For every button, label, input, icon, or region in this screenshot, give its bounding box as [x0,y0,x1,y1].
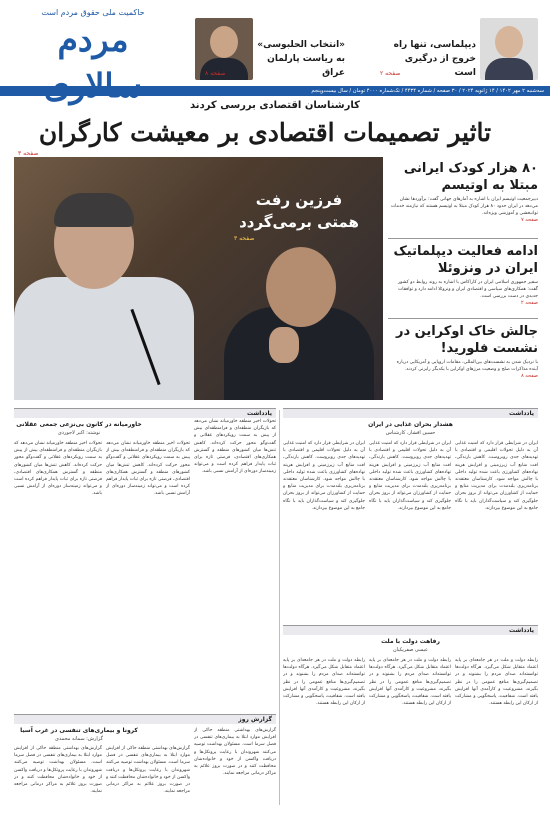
issue-info-bar: سه‌شنبه ۲ مهر ۱۴۰۲ / ۱۴ ژانویه ۲۰۲۴ / ۳۰ صفحه / شماره ۴۴۳۴ / تک‌شماره ۴۰۰۰ تومان / سال بیست‌وپنجم [0,86,550,96]
teaser-right-photo [480,18,538,80]
photo-caption [229,189,369,233]
yaddasht-lower-text-3: رابطه دولت و ملت در هر جامعه‌ای بر پایه اعتماد متقابل شکل می‌گیرد. هرگاه دولت‌ها توانسته‌اند صدای مردم را بشنوند و در تصمیم‌گیری‌ها منافع عمومی را در نظر بگیرند، مشروعیت و کارآمدی آنها افزایش یافته است. شفافیت، پاسخگویی و مشارکت از ارکان این رابطه هستند. [283,658,365,707]
yaddasht-right-text-2: ایران در شرایطی قرار دارد که امنیت غذایی آن به دلیل تحولات اقلیمی و اقتصادی با تهدیدهای جدی روبروست. کاهش بارندگی، افت منابع آب زیرزمینی و افزایش هزینه نهاده‌های کشاورزی باعث شده تولید داخلی با چالش مواجه شود. کارشناسان معتقدند برنامه‌ریزی بلندمدت برای مدیریت منابع و حمایت از کشاورزان می‌تواند از بروز بحران جلوگیری کند و سیاست‌گذاران باید با نگاه جامع به این موضوع بپردازند. [369,441,451,511]
teaser-left[interactable] [195,18,345,80]
yaddasht-left-text-2: تحولات اخیر منطقه خاورمیانه نشان می‌دهد که بازیگران منطقه‌ای و فرامنطقه‌ای بیش از پیش به سمت رویکردهای عقلانی و گفت‌وگو محور حرکت کرده‌اند. کاهش تنش‌ها میان کشورهای منطقه و گسترش همکاری‌های اقتصادی، فرصتی تازه برای ثبات پایدار فراهم کرده است و می‌تواند زمینه‌ساز دوره‌ای از آرامش نسبی باشد. [106,441,190,497]
newspaper-logo[interactable] [12,8,174,88]
teaser-left-ref: صفحه ۸ [205,70,226,77]
main-headline[interactable]: تاثیر تصمیمات اقتصادی بر معیشت کارگران [38,118,492,147]
side-story-ref: صفحه ۷ [521,217,538,223]
column-header-report: گزارش روز [14,714,276,724]
side-story-ukraine[interactable] [388,323,538,379]
headline-kicker: کارشناسان اقتصادی بررسی کردند [190,100,360,111]
side-story-ref: صفحه ۲ [521,300,538,306]
report-title[interactable]: کرونا و بیماری‌های تنفسی در غرب آسیا [20,727,138,734]
yaddasht-right-text-3: ایران در شرایطی قرار دارد که امنیت غذایی آن به دلیل تحولات اقلیمی و اقتصادی با تهدیدهای جدی روبروست. کاهش بارندگی، افت منابع آب زیرزمینی و افزایش هزینه نهاده‌های کشاورزی باعث شده تولید داخلی با چالش مواجه شود. کارشناسان معتقدند برنامه‌ریزی بلندمدت برای مدیریت منابع و حمایت از کشاورزان می‌تواند از بروز بحران جلوگیری کند و سیاست‌گذاران باید با نگاه جامع به این موضوع بپردازند. [283,441,365,511]
side-story-body: سفیر جمهوری اسلامی ایران در کاراکاس با اشاره به روند روابط دو کشور گفت: همکاری‌های سیاسی و اقتصادی ایران و ونزوئلا ادامه دارد و توافقات جدیدی در دست بررسی است. [397,280,538,299]
photo-caption-line2: همتی برمی‌گردد [239,213,359,231]
yaddasht-left-title[interactable]: خاورمیانه در کانون بی‌نزعی جمعی عقلانی [16,421,142,428]
yaddasht-right-byline: حسین افشار، کارشناس [385,430,436,436]
side-story-title: ادامه فعالیت دیپلماتیک ایران در ونزوئلا [393,244,538,276]
yaddasht-left-text-3: تحولات اخیر منطقه خاورمیانه نشان می‌دهد که بازیگران منطقه‌ای و فرامنطقه‌ای بیش از پیش به سمت رویکردهای عقلانی و گفت‌وگو محور حرکت کرده‌اند. کاهش تنش‌ها میان کشورهای منطقه و گسترش همکاری‌های اقتصادی، فرصتی تازه برای ثبات پایدار فراهم کرده است و می‌تواند زمینه‌ساز دوره‌ای از آرامش نسبی باشد. [14,441,102,497]
teaser-right[interactable] [378,18,538,80]
masthead [0,0,550,96]
column-header-yaddasht-left: یادداشت [14,408,276,418]
report-text-3: گزارش‌های بهداشتی منطقه حاکی از افزایش موارد ابتلا به بیماری‌های تنفسی در فصل سرما است. مسئولان بهداشت توصیه می‌کنند شهروندان با رعایت پروتکل‌ها و دریافت واکسن از خود و خانواده‌شان محافظت کنند و در صورت بروز علائم به مراکز درمانی مراجعه نمایند. [14,746,102,795]
teaser-right-ref: صفحه ۲ [380,70,401,77]
headline-ref: صفحه ۳ [18,150,39,157]
main-news-photo[interactable] [14,157,383,400]
yaddasht-right-text-1: ایران در شرایطی قرار دارد که امنیت غذایی آن به دلیل تحولات اقلیمی و اقتصادی با تهدیدهای جدی روبروست. کاهش بارندگی، افت منابع آب زیرزمینی و افزایش هزینه نهاده‌های کشاورزی باعث شده تولید داخلی با چالش مواجه شود. کارشناسان معتقدند برنامه‌ریزی بلندمدت برای مدیریت منابع و حمایت از کشاورزان می‌تواند از بروز بحران جلوگیری کند و سیاست‌گذاران باید با نگاه جامع به این موضوع بپردازند. [455,441,538,511]
yaddasht-right-title[interactable]: هشدار بحران غذایی در ایران [368,421,453,428]
report-text-2: گزارش‌های بهداشتی منطقه حاکی از افزایش موارد ابتلا به بیماری‌های تنفسی در فصل سرما است. مسئولان بهداشت توصیه می‌کنند شهروندان با رعایت پروتکل‌ها و دریافت واکسن از خود و خانواده‌شان محافظت کنند و در صورت بروز علائم به مراکز درمانی مراجعه نمایند. [106,746,190,795]
teaser-left-text: «انتخاب الحلبوسی» به ریاست پارلمان عراق [257,40,345,78]
side-story-body: با نزدیک شدن به نشست‌های بین‌المللی، مقامات اروپایی و آمریکایی درباره آینده مذاکرات صلح و وضعیت مرزهای اوکراین با یکدیگر رایزنی کردند. [396,360,538,372]
photo-caption-line1: فرزین رفت [255,191,343,209]
photo-caption-ref: صفحه ۳ [234,235,255,242]
yaddasht-left-text-1: تحولات اخیر منطقه خاورمیانه نشان می‌دهد که بازیگران منطقه‌ای و فرامنطقه‌ای بیش از پیش به سمت رویکردهای عقلانی و گفت‌وگو محور حرکت کرده‌اند. کاهش تنش‌ها میان کشورهای منطقه و گسترش همکاری‌های اقتصادی، فرصتی تازه برای ثبات پایدار فراهم کرده است و می‌تواند زمینه‌ساز دوره‌ای از آرامش نسبی باشد. [194,419,276,475]
logo-tagline: حاکمیت ملی حقوق مردم است [41,8,145,17]
side-story-title: جالش خاک اوکراین در نشست فلورید! [395,324,538,356]
yaddasht-lower-text-2: رابطه دولت و ملت در هر جامعه‌ای بر پایه اعتماد متقابل شکل می‌گیرد. هرگاه دولت‌ها توانسته‌اند صدای مردم را بشنوند و در تصمیم‌گیری‌ها منافع عمومی را در نظر بگیرند، مشروعیت و کارآمدی آنها افزایش یافته است. شفافیت، پاسخگویی و مشارکت از ارکان این رابطه هستند. [369,658,451,707]
report-text-1: گزارش‌های بهداشتی منطقه حاکی از افزایش موارد ابتلا به بیماری‌های تنفسی در فصل سرما است. مسئولان بهداشت توصیه می‌کنند شهروندان با رعایت پروتکل‌ها و دریافت واکسن از خود و خانواده‌شان محافظت کنند و در صورت بروز علائم به مراکز درمانی مراجعه نمایند. [194,728,276,777]
side-story-venezuela[interactable] [388,243,538,306]
yaddasht-lower-byline: عیسی صفریکیان [392,647,429,653]
column-header-yaddasht-right: یادداشت [283,408,538,418]
column-header-yaddasht-lower: یادداشت [283,625,538,635]
logo-title: مردم [57,20,129,59]
side-story-ref: صفحه ۸ [521,373,538,379]
side-story-body: دبیرجمعیت اوتیسم ایران با اشاره به آمارهای جهانی گفت: برآوردها نشان می‌دهد در ایران حدود ۸۰ هزار کودک مبتلا به اوتیسم هستند که نیازمند خدمات توانبخشی و آموزشی ویژه‌اند. [390,197,538,216]
yaddasht-left-byline: نوشته: اکبر لاجوردی [57,430,101,436]
side-story-title: ۸۰ هزار کودک ایرانی مبتلا به اوتیسم [403,161,538,193]
teaser-right-text: دیپلماسی، تنها راه خروج از درگیری است [393,40,476,78]
report-byline: گزارش: سمانه محمدی [55,736,103,742]
yaddasht-lower-title[interactable]: رفاهت دولت با ملت [381,638,440,645]
side-story-autism[interactable] [388,160,538,223]
yaddasht-lower-text-1: رابطه دولت و ملت در هر جامعه‌ای بر پایه اعتماد متقابل شکل می‌گیرد. هرگاه دولت‌ها توانسته‌اند صدای مردم را بشنوند و در تصمیم‌گیری‌ها منافع عمومی را در نظر بگیرند، مشروعیت و کارآمدی آنها افزایش یافته است. شفافیت، پاسخگویی و مشارکت از ارکان این رابطه هستند. [455,658,538,707]
